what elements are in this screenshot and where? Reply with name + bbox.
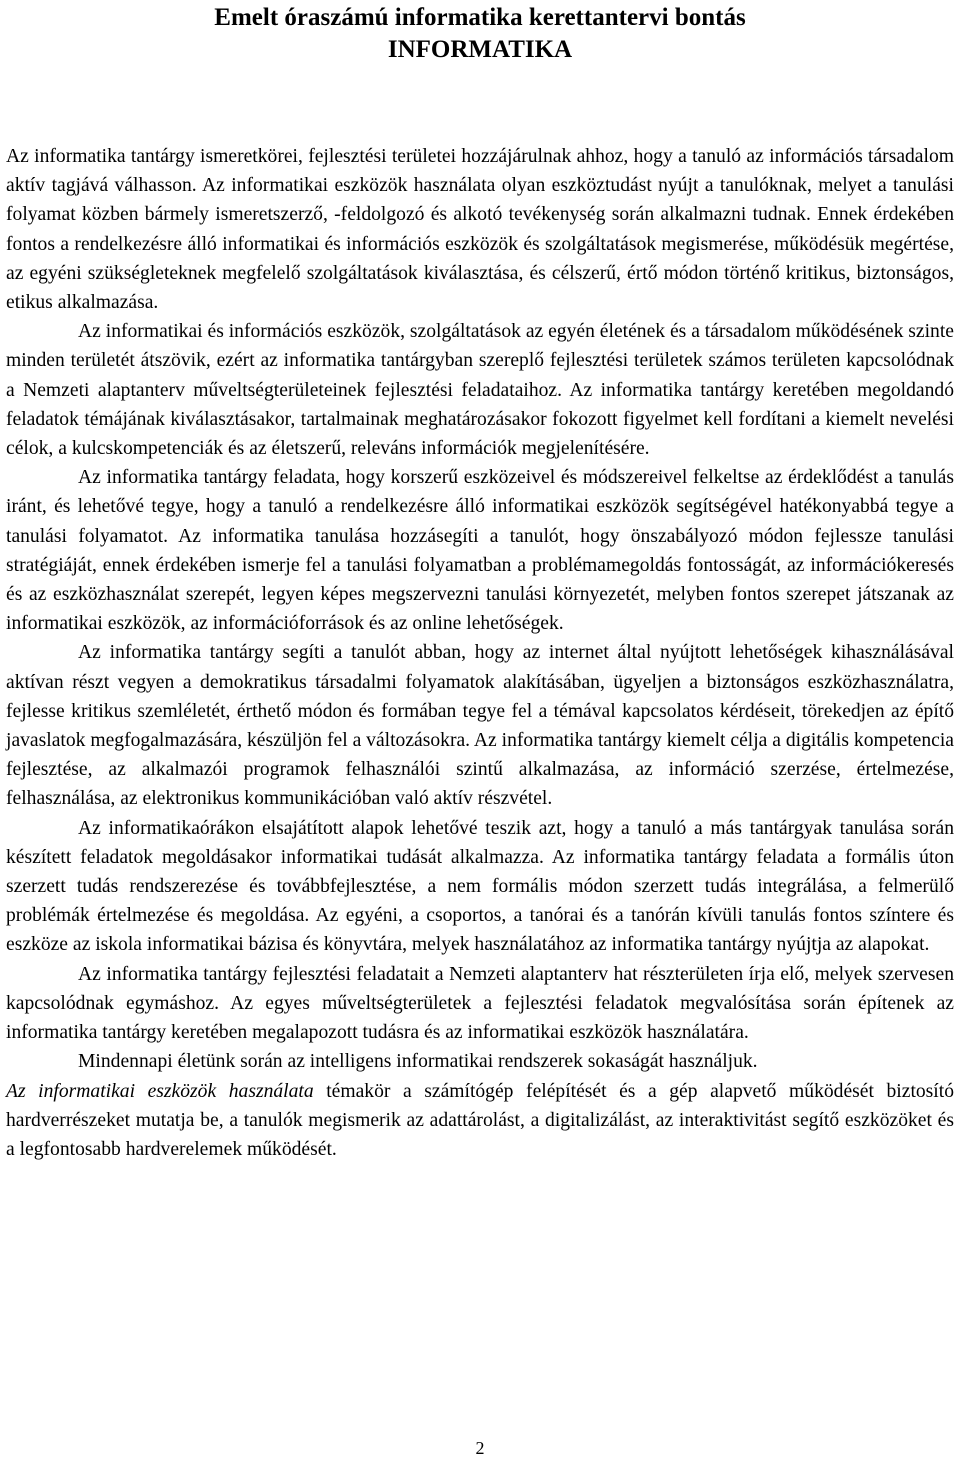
- paragraph-internet-democracy: Az informatika tantárgy segíti a tanulót abban, hogy az internet által nyújtott lehetőségek kihasználásával aktívan részt vegyen a demokratikus társadalmi folyamatok alakításában, ügyeljen a biztonságos eszközhasználatra, fejlesse kritikus szemléletét, érthető módon és formában tegye fel a témával kapcsolatos kérdéseit, törekedjen az építő javaslatok megfogalmazására, készüljön fel a változásokra. Az informatika tantárgy kiemelt célja a digitális kompetencia fejlesztése, az alkalmazói programok felhasználói szintű alkalmazása, az információ szerzése, értelmezése, felhasználása, az elektronikus kommunikációban való aktív részvétel.: [6, 642, 954, 810]
- document-body: [6, 142, 954, 1164]
- document-title: Emelt óraszámú informatika kerettantervi bontás: [214, 4, 746, 31]
- paragraph-foundations: Az informatikaórákon elsajátított alapok lehetővé teszik azt, hogy a tanuló a más tantárgyak tanulása során készített feladatok megoldásakor informatikai tudását alkalmazza. Az informatika tantárgy feladata a formális úton szerzett tudás rendszerezése és továbbfejlesztése, a nem formális módon szerzett tudás integrálása, a felmerülő problémák értelmezése és megoldása. Az egyéni, a csoportos, a tanórai és a tanórán kívüli tanulás fontos színtere és eszköze az iskola informatikai bázisa és könyvtára, melyek használatához az informatika tantárgy nyújtja az alapokat.: [6, 817, 954, 956]
- paragraph-intro: Az informatika tantárgy ismeretkörei, fejlesztési területei hozzájárulnak ahhoz, hogy a tanuló az információs társadalom aktív tagjává válhasson. Az informatikai eszközök használata olyan eszköztudást nyújt a tanulóknak, melyet a tanulási folyamat közben bármely ismeretszerző, -feldolgozó és alkotó tevékenység során alkalmazni tudnak. Ennek érdekében fontos a rendelkezésre álló informatikai és információs eszközök és szolgáltatások megismerése, működésük megértése, az egyéni szükségleteknek megfelelő szolgáltatások kiválasztása, és célszerű, értő módon történő kritikus, biztonságos, etikus alkalmazása.: [6, 146, 954, 314]
- paragraph-cross-curricular: Az informatikai és információs eszközök, szolgáltatások az egyén életének és a társadalom működésének szinte minden területét átszövik, ezért az informatika tantárgyban szereplő fejlesztési területek számos területen kapcsolódnak a Nemzeti alaptanterv műveltségterületeinek fejlesztési feladataihoz. Az informatika tantárgy keretében megoldandó feladatok témájának kiválasztásakor, tartalmainak meghatározásakor fokozott figyelmet kell fordítani a kiemelt nevelési célok, a kulcskompetenciák és az életszerű, releváns információk megjelenítésére.: [6, 321, 954, 460]
- topic-description: témakör a számítógép felépítését és a gép alapvető működését biztosító hardverrészeket mutatja be, a tanulók megismerik az adattárolást, a digitalizálást, az interaktivitást segítő eszközöket és a legfontosabb hardverelemek működését.: [6, 1080, 954, 1160]
- page-number: 2: [475, 1438, 485, 1458]
- subject-title: INFORMATIKA: [387, 36, 573, 63]
- paragraph-nat-areas: Az informatika tantárgy fejlesztési feladatait a Nemzeti alaptanterv hat részterületen írja elő, melyek szervesen kapcsolódnak egymáshoz. Az egyes műveltségterületek a fejlesztési feladatok megvalósítása során építenek az informatika tantárgy keretében megalapozott tudásra és az informatikai eszközök használatára.: [6, 963, 954, 1044]
- paragraph-devices-topic: [6, 1077, 954, 1165]
- document-header: [6, 0, 954, 66]
- paragraph-subject-task: Az informatika tantárgy feladata, hogy korszerű eszközeivel és módszereivel felkeltse az érdeklődést a tanulás iránt, és lehetővé tegye, hogy a tanuló a rendelkezésre álló informatikai eszközök segítségével hatékonyabbá tegye a tanulási folyamatot. Az informatika tanulása hozzásegíti a tanulót, hogy önszabályozó módon fejlessze tanulási stratégiáját, ennek érdekében ismerje fel a tanulási folyamatban a problémamegoldás fontosságát, az információkeresés és az eszközhasználat szerepét, legyen képes megszervezni tanulási környezetét, melyben fontos szerepet játszanak az informatikai eszközök, az információforrások és az online lehetőségek.: [6, 467, 954, 635]
- topic-name-italic: Az informatikai eszközök használata: [6, 1080, 314, 1102]
- paragraph-everyday-systems: Mindennapi életünk során az intelligens informatikai rendszerek sokaságát használjuk.: [78, 1051, 758, 1073]
